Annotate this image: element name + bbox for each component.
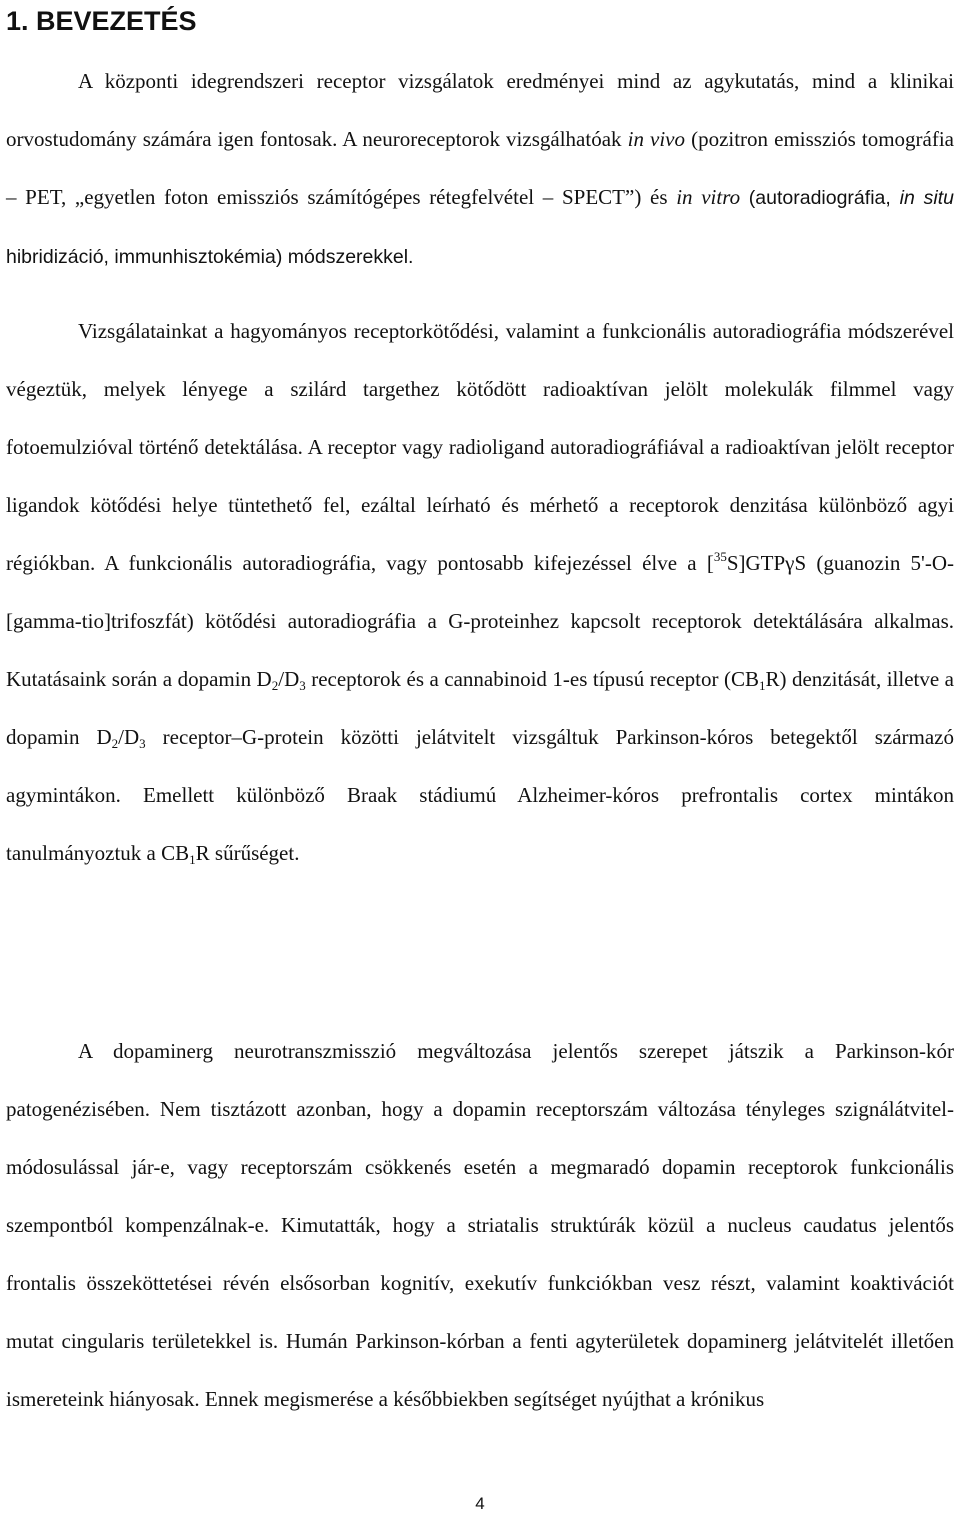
- text-run: Vizsgálatainkat a hagyományos receptorkötődési, valamint a funkcionális autoradiográfia módszerével végeztük, melyek lényege a szilárd targethez kötődött radioaktívan jelölt molekulák filmmel vagy fotoemulzióval történő detektálása. A receptor vagy radioligand autoradiográfiával a radioaktívan jelölt receptor ligandok kötődési helye tüntethető fel, ezáltal leírható és mérhető a receptorok denzitása különböző agyi régiókban. A funkcionális autoradiográfia, vagy pontosabb kifejezéssel élve a [: [6, 319, 954, 575]
- text-run: 3: [139, 736, 146, 751]
- text-run: receptor–G-protein közötti jelátvitelt vizsgáltuk Parkinson-kóros betegektől származó agymintákon. Emellett különböző Braak stádiumú Alzheimer-kóros prefrontalis cortex mintákon tanulmányoztuk a CB: [6, 725, 955, 865]
- text-run: /D: [118, 725, 140, 749]
- text-run: in situ: [899, 187, 955, 209]
- text-run: 2: [111, 736, 119, 751]
- text-run: (autoradiográfia,: [748, 187, 900, 209]
- text-run: S]GTPγS (guanozin 5'-O-[gamma-tio]trifoszfát) kötődési autoradiográfia a G-proteinhez kapcsolt receptorok detektálására alkalmas. Kutatásaink során a dopamin D: [6, 551, 954, 691]
- text-run: R) denzitását, illetve a dopamin D: [6, 667, 954, 749]
- text-run: A központi idegrendszeri receptor vizsgálatok eredményei mind az agykutatás, mind a klinikai orvostudomány számára igen fontosak. A neuroreceptorok vizsgálhatóak: [6, 69, 954, 151]
- paragraph-dopaminergic: [6, 1022, 954, 1428]
- text-run: (pozitron emissziós tomográfia – PET, „egyetlen foton emissziós számítógépes rétegfelvétel – SPECT”) és: [6, 127, 954, 209]
- text-run: [740, 185, 749, 209]
- page-number: 4: [475, 1494, 485, 1513]
- text-run: hibridizáció, immunhisztokémia) módszerekkel.: [6, 246, 414, 268]
- text-run: in vivo: [627, 127, 685, 151]
- text-run: A dopaminerg neurotranszmisszió megváltozása jelentős szerepet játszik a Parkinson-kór patogenézisében. Nem tisztázott azonban, hogy a dopamin receptorszám változása tényleges szignálátvitel-módosulással jár-e, vagy receptorszám csökkenés esetén a megmaradó dopamin receptorok funkcionális szempontból kompenzálnak-e. Kimutatták, hogy a striatalis struktúrák közül a nucleus caudatus jelentős frontalis összeköttetései révén elsősorban kognitív, exekutív funkciókban vesz részt, valamint koaktivációt mutat cingularis területekkel is. Humán Parkinson-kórban a fenti agyterületek dopaminerg jelátvitelét illetően ismereteink hiányosak. Ennek megismerése a későbbiekben segítséget nyújthat a krónikus: [6, 1039, 954, 1411]
- paragraph-methods: [6, 302, 954, 882]
- text-run: 1: [759, 678, 766, 693]
- text-run: 2: [271, 678, 279, 693]
- text-run: /D: [278, 667, 300, 691]
- text-run: 3: [299, 678, 306, 693]
- paragraph-introduction: [6, 52, 954, 286]
- text-run: in vitro: [676, 185, 741, 209]
- section-heading: 1. BEVEZETÉS: [6, 6, 197, 36]
- text-run: receptorok és a cannabinoid 1-es típusú receptor (CB: [305, 667, 759, 691]
- text-run: 35: [713, 549, 727, 564]
- text-run: 1: [189, 852, 196, 867]
- text-run: R sűrűséget.: [195, 841, 300, 865]
